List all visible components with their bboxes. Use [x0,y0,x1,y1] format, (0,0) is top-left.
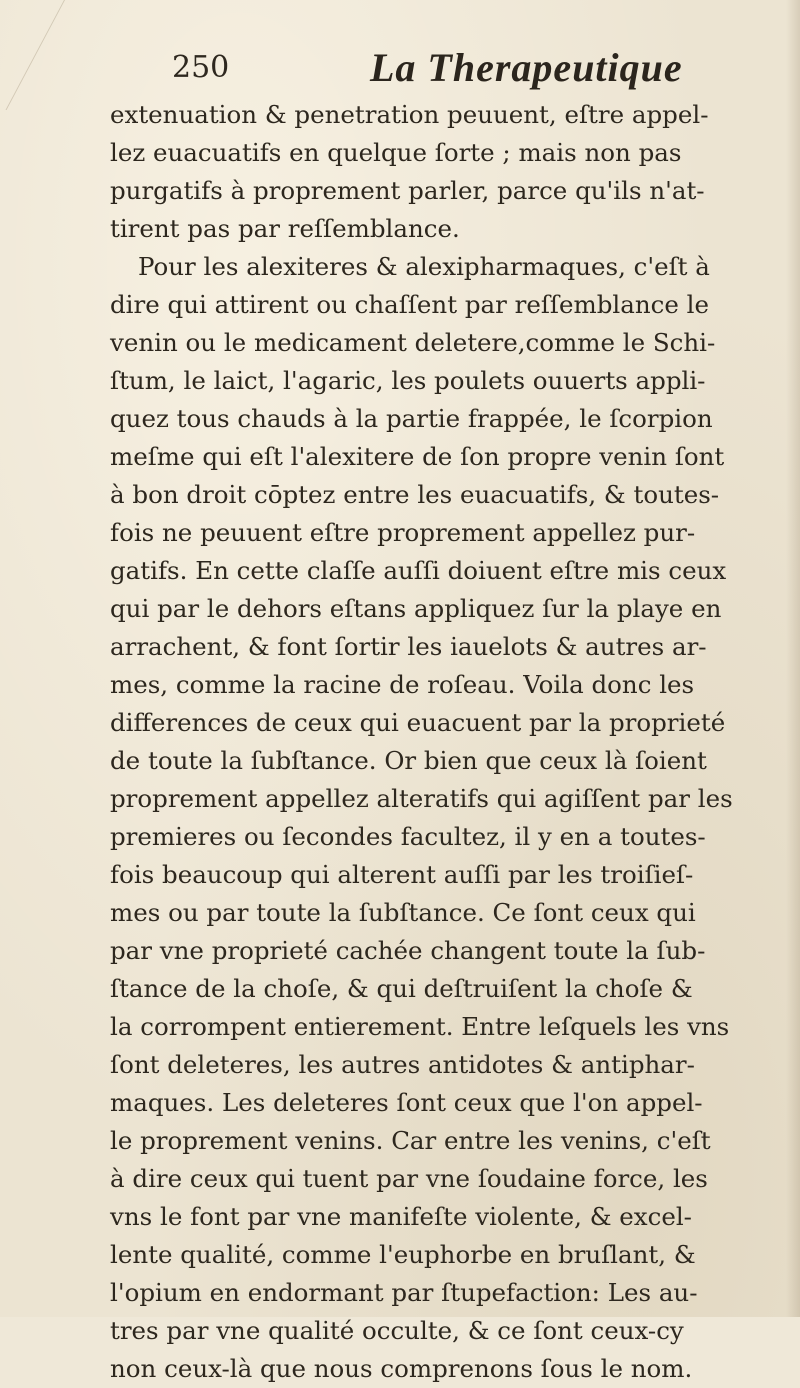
text-line: vns le font par vne manifeſte violente, & excel- [110,1202,692,1231]
page-number: 250 [172,50,230,85]
text-line: meſme qui eſt l'alexitere de ſon propre venin ſont [110,442,725,471]
running-title: La Therapeutique [370,45,683,90]
text-line: tres par vne qualité occulte, & ce ſont ceux-cy [110,1316,684,1345]
text-line: differences de ceux qui euacuent par la proprieté [110,708,726,737]
text-line: de toute la ſubſtance. Or bien que ceux là ſoient [110,746,707,775]
text-line: mes ou par toute la ſubſtance. Ce ſont ceux qui [110,898,696,927]
paragraph-start-line: Pour les alexiteres & alexipharmaques, c'eſt à [138,252,710,281]
body-text [110,96,790,1388]
text-line: quez tous chauds à la partie frappée, le ſcorpion [110,404,713,433]
text-line: qui par le dehors eſtans appliquez ſur la playe en [110,594,722,623]
text-line: non ceux-là que nous comprenons ſous le nom. [110,1354,693,1383]
text-line: proprement appellez alteratifs qui agiſſent par les [110,784,733,813]
text-line: lente qualité, comme l'euphorbe en bruſlant, & [110,1240,696,1269]
text-line: arrachent, & font ſortir les iauelots & autres ar- [110,632,707,661]
page-fold-mark [0,0,65,110]
text-line: par vne proprieté cachée changent toute la ſub- [110,936,706,965]
text-line: le proprement venins. Car entre les venins, c'eſt [110,1126,711,1155]
text-line: ſtance de la choſe, & qui deſtruiſent la choſe & [110,974,693,1003]
text-line: extenuation & penetration peuuent, eſtre appel- [110,100,709,129]
text-line: à bon droit cōptez entre les euacuatifs, & toutes- [110,480,720,509]
text-line: à dire ceux qui tuent par vne ſoudaine force, les [110,1164,708,1193]
text-line: lez euacuatifs en quelque ſorte ; mais non pas [110,138,682,167]
text-line: tirent pas par reſſemblance. [110,214,460,243]
text-line: premieres ou ſecondes facultez, il y en a toutes- [110,822,706,851]
text-line: ſtum, le laict, l'agaric, les poulets ouuerts appli- [110,366,706,395]
text-line: gatifs. En cette claſſe auſſi doiuent eſtre mis ceux [110,556,727,585]
text-line: maques. Les deleteres ſont ceux que l'on appel- [110,1088,703,1117]
text-line: purgatifs à proprement parler, parce qu'ils n'at- [110,176,705,205]
text-line: mes, comme la racine de roſeau. Voila donc les [110,670,695,699]
page-header [172,44,732,94]
text-line: fois beaucoup qui alterent auſſi par les troiſieſ- [110,860,694,889]
text-line: venin ou le medicament deletere,comme le Schi- [110,328,716,357]
text-line: fois ne peuuent eſtre proprement appellez pur- [110,518,696,547]
text-line: ſont deleteres, les autres antidotes & antiphar- [110,1050,695,1079]
text-line: dire qui attirent ou chaſſent par reſſemblance le [110,290,709,319]
text-line: l'opium en endormant par ſtupefaction: Les au- [110,1278,698,1307]
text-line: la corrompent entierement. Entre leſquels les vns [110,1012,730,1041]
